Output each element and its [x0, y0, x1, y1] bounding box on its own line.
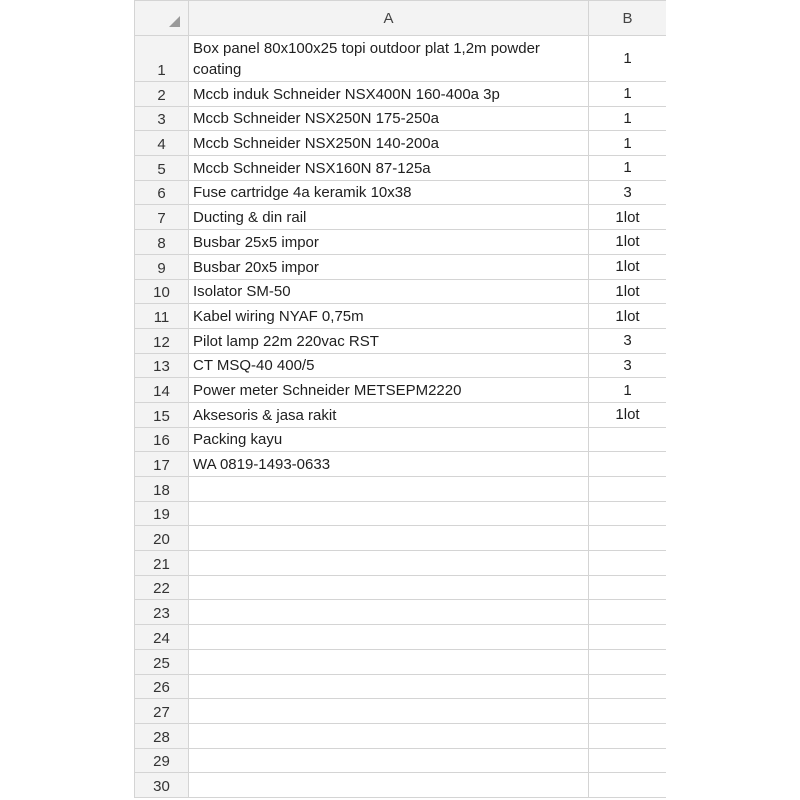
row-header[interactable]: 29: [135, 748, 189, 773]
cell-b[interactable]: [589, 575, 667, 600]
cell-a[interactable]: Box panel 80x100x25 topi outdoor plat 1,2m powder coating: [189, 36, 589, 82]
cell-b[interactable]: [589, 649, 667, 674]
cell-b[interactable]: [589, 427, 667, 452]
cell-b[interactable]: 1: [589, 378, 667, 403]
row-header[interactable]: 10: [135, 279, 189, 304]
cell-a[interactable]: CT MSQ-40 400/5: [189, 353, 589, 378]
cell-a[interactable]: [189, 674, 589, 699]
table-row: [135, 230, 667, 255]
table-row: [135, 82, 667, 107]
cell-a[interactable]: [189, 625, 589, 650]
cell-b[interactable]: [589, 773, 667, 798]
row-header[interactable]: 2: [135, 82, 189, 107]
cell-a[interactable]: [189, 649, 589, 674]
row-header[interactable]: 19: [135, 501, 189, 526]
table-row: [135, 304, 667, 329]
row-header[interactable]: 28: [135, 723, 189, 748]
row-header[interactable]: 3: [135, 106, 189, 131]
row-header[interactable]: 5: [135, 156, 189, 181]
row-header[interactable]: 21: [135, 551, 189, 576]
cell-b[interactable]: [589, 625, 667, 650]
row-header[interactable]: 22: [135, 575, 189, 600]
cell-b[interactable]: 3: [589, 328, 667, 353]
cell-a[interactable]: [189, 748, 589, 773]
cell-b[interactable]: 1: [589, 82, 667, 107]
cell-b[interactable]: 3: [589, 180, 667, 205]
table-row: [135, 501, 667, 526]
table-row: [135, 625, 667, 650]
select-all-button[interactable]: [135, 1, 189, 36]
table-row: [135, 699, 667, 724]
cell-a[interactable]: Isolator SM-50: [189, 279, 589, 304]
table-row: [135, 205, 667, 230]
cell-b[interactable]: 1: [589, 106, 667, 131]
row-header[interactable]: 6: [135, 180, 189, 205]
cell-a[interactable]: [189, 773, 589, 798]
cell-a[interactable]: Power meter Schneider METSEPM2220: [189, 378, 589, 403]
cell-a[interactable]: [189, 501, 589, 526]
row-header[interactable]: 16: [135, 427, 189, 452]
grid-body: [135, 36, 667, 798]
column-header-row: [135, 1, 667, 36]
cell-b[interactable]: [589, 600, 667, 625]
cell-b[interactable]: 1lot: [589, 205, 667, 230]
cell-a[interactable]: Fuse cartridge 4a keramik 10x38: [189, 180, 589, 205]
row-header[interactable]: 17: [135, 452, 189, 477]
table-row: [135, 106, 667, 131]
table-row: [135, 427, 667, 452]
cell-a[interactable]: Mccb induk Schneider NSX400N 160-400a 3p: [189, 82, 589, 107]
row-header[interactable]: 23: [135, 600, 189, 625]
cell-a[interactable]: [189, 526, 589, 551]
row-header[interactable]: 11: [135, 304, 189, 329]
cell-b[interactable]: [589, 723, 667, 748]
column-header-b[interactable]: B: [589, 1, 667, 36]
row-header[interactable]: 15: [135, 402, 189, 427]
cell-a[interactable]: Aksesoris & jasa rakit: [189, 402, 589, 427]
cell-a[interactable]: Ducting & din rail: [189, 205, 589, 230]
cell-a[interactable]: [189, 551, 589, 576]
cell-b[interactable]: 1lot: [589, 230, 667, 255]
row-header[interactable]: 4: [135, 131, 189, 156]
spreadsheet-grid: [134, 0, 666, 800]
row-header[interactable]: 30: [135, 773, 189, 798]
table-row: [135, 328, 667, 353]
table-row: [135, 36, 667, 82]
row-header[interactable]: 13: [135, 353, 189, 378]
row-header[interactable]: 25: [135, 649, 189, 674]
table-row: [135, 674, 667, 699]
table-row: [135, 748, 667, 773]
cell-a[interactable]: [189, 600, 589, 625]
cell-a[interactable]: Kabel wiring NYAF 0,75m: [189, 304, 589, 329]
table-row: [135, 131, 667, 156]
table-row: [135, 180, 667, 205]
row-header[interactable]: 1: [135, 36, 189, 82]
table-row: [135, 575, 667, 600]
row-header[interactable]: 8: [135, 230, 189, 255]
cell-a[interactable]: [189, 477, 589, 502]
row-header[interactable]: 7: [135, 205, 189, 230]
cell-b[interactable]: [589, 452, 667, 477]
cell-b[interactable]: [589, 551, 667, 576]
table-row: [135, 279, 667, 304]
cell-b[interactable]: 3: [589, 353, 667, 378]
cell-a[interactable]: Busbar 20x5 impor: [189, 254, 589, 279]
cell-b[interactable]: 1: [589, 36, 667, 82]
table-row: [135, 551, 667, 576]
cell-b[interactable]: 1lot: [589, 402, 667, 427]
cell-b[interactable]: [589, 674, 667, 699]
table-row: [135, 526, 667, 551]
row-header[interactable]: 9: [135, 254, 189, 279]
cell-a[interactable]: Packing kayu: [189, 427, 589, 452]
select-all-triangle-icon: [169, 16, 180, 27]
table-row: [135, 723, 667, 748]
cell-b[interactable]: [589, 748, 667, 773]
cell-a[interactable]: [189, 575, 589, 600]
row-header[interactable]: 14: [135, 378, 189, 403]
table-row: [135, 353, 667, 378]
table-row: [135, 402, 667, 427]
row-header[interactable]: 26: [135, 674, 189, 699]
row-header[interactable]: 12: [135, 328, 189, 353]
table-row: [135, 156, 667, 181]
cell-b[interactable]: 1lot: [589, 304, 667, 329]
cell-b[interactable]: 1: [589, 131, 667, 156]
table-row: [135, 477, 667, 502]
cell-a[interactable]: [189, 699, 589, 724]
cell-a[interactable]: WA 0819-1493-0633: [189, 452, 589, 477]
cell-a[interactable]: Mccb Schneider NSX250N 140-200a: [189, 131, 589, 156]
cell-a[interactable]: Mccb Schneider NSX160N 87-125a: [189, 156, 589, 181]
cell-a[interactable]: Pilot lamp 22m 220vac RST: [189, 328, 589, 353]
row-header[interactable]: 20: [135, 526, 189, 551]
cell-b[interactable]: [589, 501, 667, 526]
cell-b[interactable]: 1lot: [589, 254, 667, 279]
column-header-a[interactable]: A: [189, 1, 589, 36]
table-row: [135, 452, 667, 477]
table-row: [135, 378, 667, 403]
cell-a[interactable]: [189, 723, 589, 748]
cell-b[interactable]: 1lot: [589, 279, 667, 304]
row-header[interactable]: 24: [135, 625, 189, 650]
table-row: [135, 254, 667, 279]
table-row: [135, 600, 667, 625]
cell-b[interactable]: [589, 699, 667, 724]
cell-b[interactable]: [589, 526, 667, 551]
table-row: [135, 773, 667, 798]
cell-a[interactable]: Mccb Schneider NSX250N 175-250a: [189, 106, 589, 131]
row-header[interactable]: 27: [135, 699, 189, 724]
cell-b[interactable]: 1: [589, 156, 667, 181]
table-row: [135, 649, 667, 674]
cell-a[interactable]: Busbar 25x5 impor: [189, 230, 589, 255]
cell-b[interactable]: [589, 477, 667, 502]
row-header[interactable]: 18: [135, 477, 189, 502]
